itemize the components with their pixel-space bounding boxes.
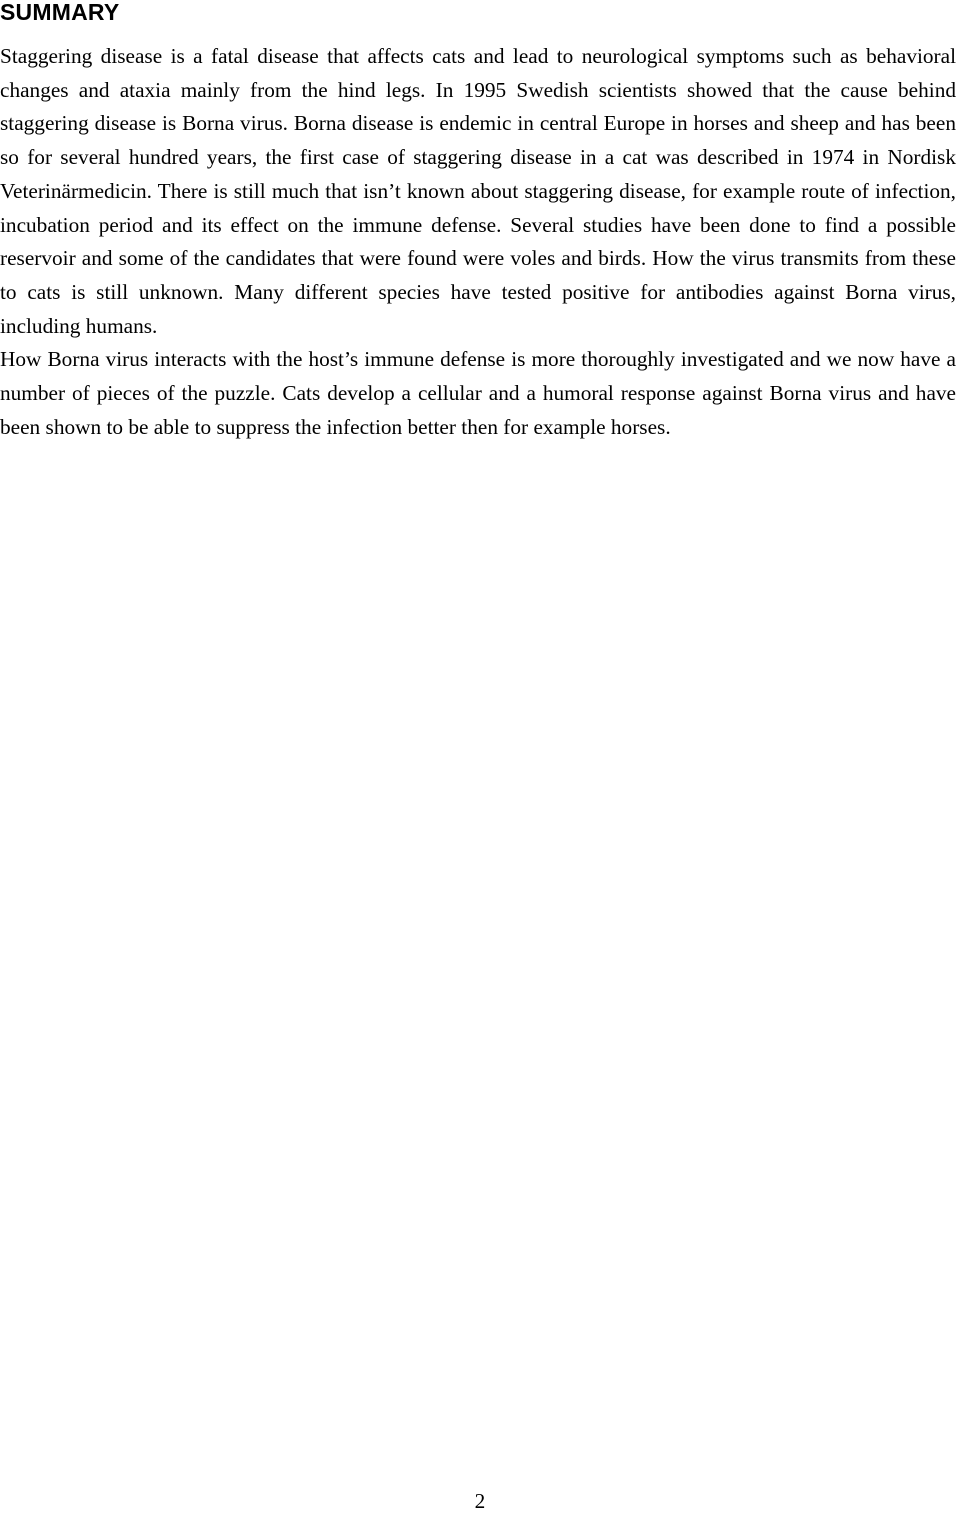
summary-body <box>0 40 956 444</box>
page-number: 2 <box>474 1489 486 1513</box>
section-heading: SUMMARY <box>0 0 120 25</box>
summary-paragraph-2: How Borna virus interacts with the host’s immune defense is more thoroughly investigated and we now have a number of pieces of the puzzle. Cats develop a cellular and a humoral response against Borna virus and have been shown to be able to suppress the infection better then for example horses. <box>0 347 956 439</box>
summary-paragraph-1: Staggering disease is a fatal disease that affects cats and lead to neurological symptoms such as behavioral changes and ataxia mainly from the hind legs. In 1995 Swedish scientists showed that the cause behind staggering disease is Borna virus. Borna disease is endemic in central Europe in horses and sheep and has been so for several hundred years, the first case of staggering disease in a cat was described in 1974 in Nordisk Veterinärmedicin. There is still much that isn’t known about staggering disease, for example route of infection, incubation period and its effect on the immune defense. Several studies have been done to find a possible reservoir and some of the candidates that were found were voles and birds. How the virus transmits from these to cats is still unknown. Many different species have tested positive for antibodies against Borna virus, including humans. <box>0 44 956 338</box>
